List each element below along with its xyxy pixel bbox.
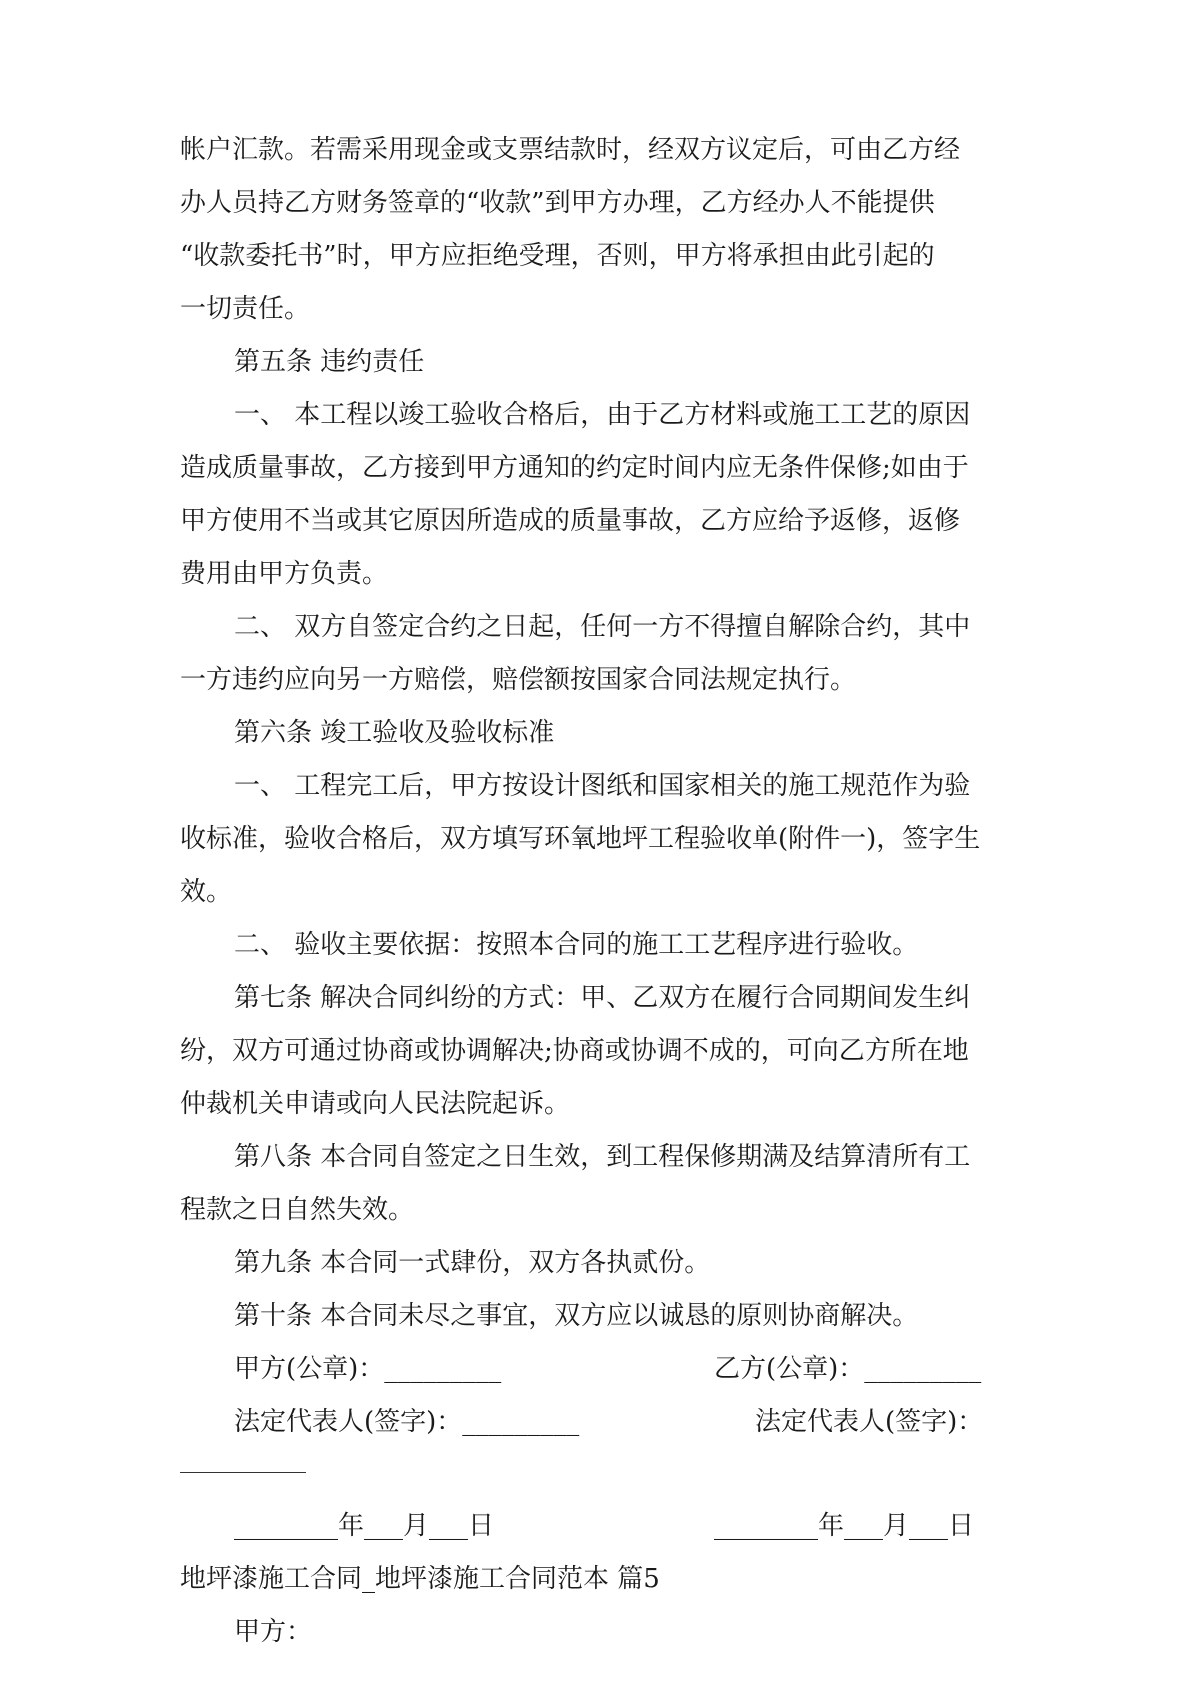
article-6-heading: 第六条 竣工验收及验收标准 xyxy=(234,718,555,748)
party-b-seal: 乙方(公章)：_________ xyxy=(714,1354,982,1384)
paragraph-line: 第九条 本合同一式肆份，双方各执贰份。 xyxy=(234,1248,711,1278)
paragraph-line: 造成质量事故，乙方接到甲方通知的约定时间内应无条件保修;如由于 xyxy=(180,453,969,483)
paragraph-line: 甲方使用不当或其它原因所造成的质量事故，乙方应给予返修，返修 xyxy=(180,506,961,536)
paragraph-line: 仲裁机关申请或向人民法院起诉。 xyxy=(180,1089,571,1119)
paragraph-line: 第八条 本合同自签定之日生效，到工程保修期满及结算清所有工 xyxy=(234,1142,971,1172)
signature-underline xyxy=(180,1472,306,1473)
paragraph-line: 一、 工程完工后，甲方按设计图纸和国家相关的施工规范作为验 xyxy=(234,771,971,801)
party-a-label: 甲方： xyxy=(234,1617,313,1647)
paragraph-line: 二、 双方自签定合约之日起，任何一方不得擅自解除合约，其中 xyxy=(234,612,971,642)
paragraph-line: 帐户汇款。若需采用现金或支票结款时，经双方议定后，可由乙方经 xyxy=(180,135,961,165)
paragraph-line: 一切责任。 xyxy=(180,294,311,324)
party-a-date: ________年___月___日 xyxy=(234,1511,495,1541)
party-b-representative: 法定代表人(签字)： xyxy=(755,1407,984,1437)
paragraph-line: “收款委托书”时，甲方应拒绝受理，否则，甲方将承担由此引起的 xyxy=(180,241,935,271)
paragraph-line: 第七条 解决合同纠纷的方式：甲、乙双方在履行合同期间发生纠 xyxy=(234,983,971,1013)
paragraph-line: 一方违约应向另一方赔偿，赔偿额按国家合同法规定执行。 xyxy=(180,665,857,695)
paragraph-line: 办人员持乙方财务签章的“收款”到甲方办理，乙方经办人不能提供 xyxy=(180,188,935,218)
paragraph-line: 纷，双方可通过协商或协调解决;协商或协调不成的，可向乙方所在地 xyxy=(180,1036,969,1066)
paragraph-line: 二、 验收主要依据：按照本合同的施工工艺程序进行验收。 xyxy=(234,930,919,960)
paragraph-line: 费用由甲方负责。 xyxy=(180,559,389,589)
party-a-representative: 法定代表人(签字)：_________ xyxy=(234,1407,580,1437)
article-5-heading: 第五条 违约责任 xyxy=(234,347,425,377)
party-a-seal: 甲方(公章)：_________ xyxy=(234,1354,502,1384)
party-b-date: ________年___月___日 xyxy=(714,1511,975,1541)
paragraph-line: 第十条 本合同未尽之事宜，双方应以诚恳的原则协商解决。 xyxy=(234,1301,919,1331)
paragraph-line: 程款之日自然失效。 xyxy=(180,1195,415,1225)
section-heading: 地坪漆施工合同_地坪漆施工合同范本 篇5 xyxy=(180,1564,660,1594)
paragraph-line: 一、 本工程以竣工验收合格后，由于乙方材料或施工工艺的原因 xyxy=(234,400,971,430)
paragraph-line: 收标准，验收合格后，双方填写环氧地坪工程验收单(附件一)，签字生 xyxy=(180,824,981,854)
paragraph-line: 效。 xyxy=(180,877,233,907)
